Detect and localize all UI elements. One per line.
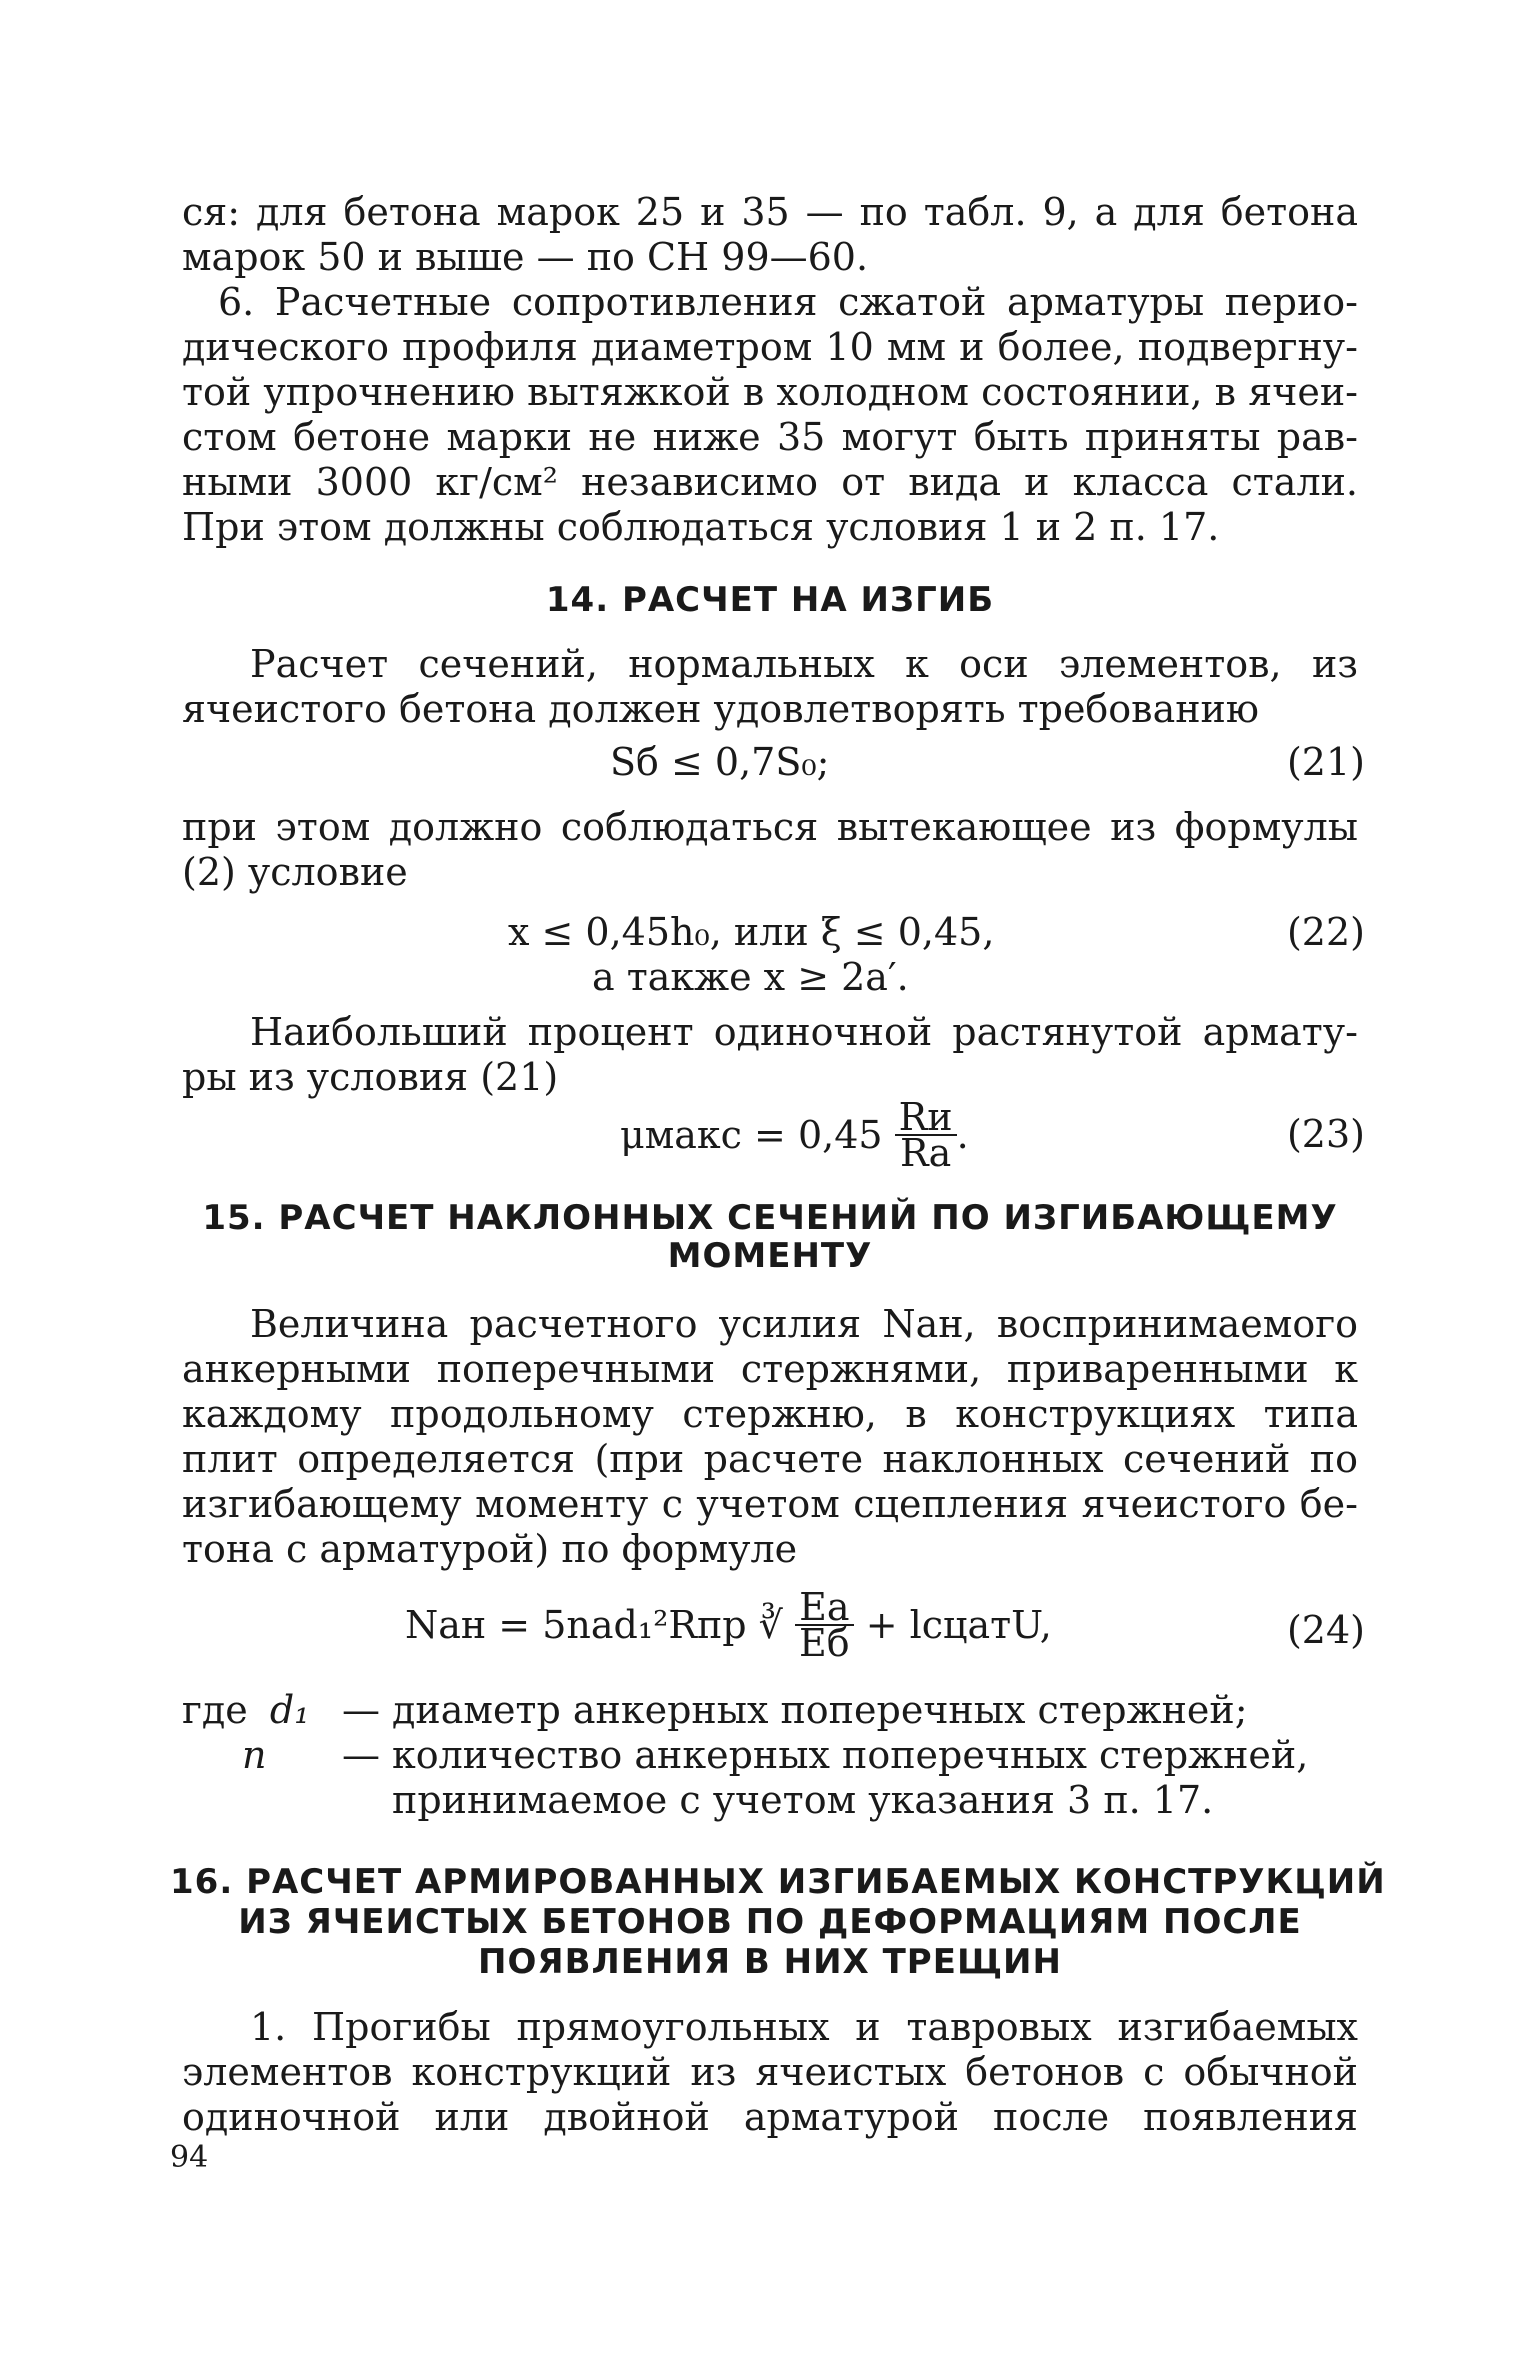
text-line: стом бетоне марки не ниже 35 могут быть приняты рав- <box>182 415 1358 459</box>
equation-number: (22) <box>1286 910 1365 954</box>
text-line: при этом должно соблюдаться вытекающее из формулы <box>182 805 1358 849</box>
equation-22: x ≤ 0,45h₀, или ξ ≤ 0,45, <box>508 910 995 954</box>
page-number: 94 <box>170 2140 209 2175</box>
legend-row <box>182 1688 1248 1732</box>
equation-23: μмакс = 0,45 $\frac{Rи}{Rа}$ . <box>620 1095 969 1175</box>
equation-number: (23) <box>1286 1112 1365 1156</box>
text-line: ячеистого бетона должен удовлетворять требованию <box>182 687 1259 731</box>
legend-symbol: n <box>242 1733 267 1777</box>
text-line: анкерными поперечными стержнями, приваренными к <box>182 1347 1358 1391</box>
fraction-denominator: Rа <box>899 1131 952 1175</box>
section-heading: МОМЕНТУ <box>667 1236 873 1276</box>
equation-number: (21) <box>1286 740 1365 784</box>
text-line: 1. Прогибы прямоугольных и тавровых изгибаемых <box>250 2005 1358 2049</box>
section-heading: ПОЯВЛЕНИЯ В НИХ ТРЕЩИН <box>478 1942 1062 1982</box>
legend-dash: — <box>342 1733 380 1777</box>
legend-lead: где <box>182 1688 248 1732</box>
text-line: плит определяется (при расчете наклонных сечений по <box>182 1437 1358 1481</box>
text-line: ся: для бетона марок 25 и 35 — по табл. 9, а для бетона <box>182 190 1358 234</box>
text-line: Величина расчетного усилия Nан, воспринимаемого <box>250 1302 1358 1346</box>
section-heading: ИЗ ЯЧЕИСТЫХ БЕТОНОВ ПО ДЕФОРМАЦИЯМ ПОСЛЕ <box>238 1902 1302 1942</box>
legend-symbol: d₁ <box>269 1688 310 1732</box>
fraction-denominator: Eб <box>798 1621 850 1665</box>
text-line: (2) условие <box>182 850 408 894</box>
section-heading: 15. РАСЧЕТ НАКЛОННЫХ СЕЧЕНИЙ ПО ИЗГИБАЮЩЕМУ <box>202 1198 1338 1238</box>
text-line: тона с арматурой) по формуле <box>182 1527 798 1571</box>
equation-rhs: + lсцaтU, <box>865 1603 1052 1647</box>
text-line: ры из условия (21) <box>182 1055 559 1099</box>
text-line: изгибающему моменту с учетом сцепления ячеистого бе- <box>182 1482 1358 1526</box>
legend-text: диаметр анкерных поперечных стержней; <box>392 1688 1248 1732</box>
text-line: Расчет сечений, нормальных к оси элементов, из <box>250 642 1358 686</box>
text-line: одиночной или двойной арматурой после появления <box>182 2095 1358 2139</box>
text-line: той упрочнению вытяжкой в холодном состоянии, в ячеи- <box>182 370 1358 414</box>
section-heading: 14. РАСЧЕТ НА ИЗГИБ <box>545 580 995 620</box>
text-line: ными 3000 кг/см² независимо от вида и класса стали. <box>182 460 1358 504</box>
text-line: Наибольший процент одиночной растянутой армату- <box>250 1010 1358 1054</box>
equation-number: (24) <box>1286 1608 1365 1652</box>
legend-dash: — <box>342 1688 380 1732</box>
text-line: При этом должны соблюдаться условия 1 и 2 п. 17. <box>182 505 1220 549</box>
fraction <box>795 1585 854 1665</box>
equation-24 <box>405 1585 1052 1665</box>
text-line: 6. Расчетные сопротивления сжатой арматуры перио- <box>218 280 1358 324</box>
equation-21: Sб ≤ 0,7S₀; <box>610 740 830 784</box>
text-line: каждому продольному стержню, в конструкциях типа <box>182 1392 1358 1436</box>
legend-row <box>392 1778 1213 1822</box>
text-line: марок 50 и выше — по СН 99—60. <box>182 235 869 279</box>
legend-text: количество анкерных поперечных стержней, <box>392 1733 1309 1777</box>
equation-lhs: Nан = 5nаd₁²Rпр ∛ <box>405 1603 783 1647</box>
text-line: элементов конструкций из ячеистых бетонов с обычной <box>182 2050 1358 2094</box>
fraction <box>895 1095 957 1175</box>
legend-text: принимаемое с учетом указания 3 п. 17. <box>392 1778 1214 1822</box>
fraction-numerator: Eа <box>795 1590 854 1626</box>
equation-22-continued: а также x ≥ 2a′. <box>592 955 909 999</box>
equation-lhs: μмакс = 0,45 <box>620 1113 883 1157</box>
text-line: дического профиля диаметром 10 мм и более, подвергну- <box>182 325 1358 369</box>
fraction-numerator: Rи <box>895 1100 957 1136</box>
section-heading: 16. РАСЧЕТ АРМИРОВАННЫХ ИЗГИБАЕМЫХ КОНСТРУКЦИЙ <box>170 1862 1386 1902</box>
